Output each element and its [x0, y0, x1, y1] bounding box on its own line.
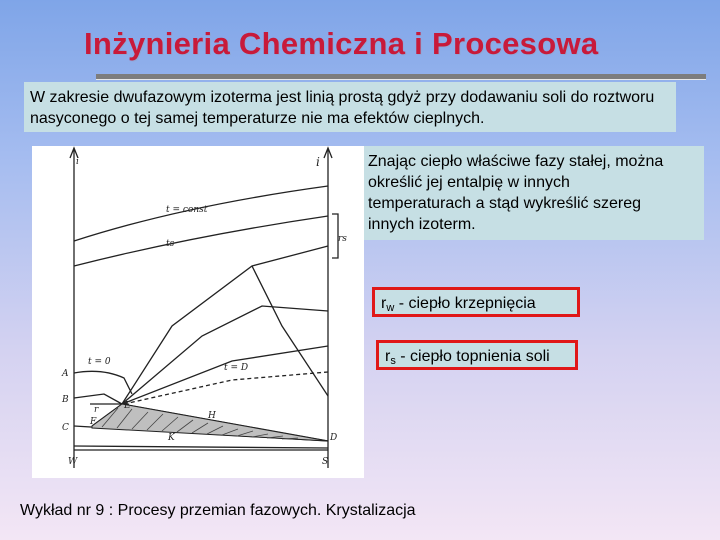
label-t0: t = 0: [88, 357, 111, 367]
specific-heat-note: Znając ciepło właściwe fazy stałej, można określić jej entalpię w innych temperaturach a stąd wykreślić szereg innych izoterm.: [364, 146, 704, 240]
rs-text: - ciepło topnienia soli: [395, 348, 550, 365]
label-K: K: [168, 433, 175, 443]
label-D: D: [330, 433, 338, 443]
rw-definition-box: [372, 287, 580, 317]
label-ts: ts: [166, 239, 175, 249]
left-axis-label: i: [76, 157, 79, 167]
line-B-E: [74, 394, 122, 404]
label-C: C: [62, 423, 69, 433]
line-W-S: [74, 446, 328, 448]
rs-subscript: s: [390, 355, 396, 367]
isotherm-ts: [74, 216, 328, 266]
title-divider: [96, 74, 706, 80]
label-rs: rs: [338, 234, 347, 244]
enthalpy-diagram-svg: [32, 146, 364, 478]
right-axis-label: i: [316, 155, 320, 169]
rs-definition-box: [376, 340, 578, 370]
rw-text: - ciepło krzepnięcia: [394, 295, 536, 312]
label-E: E: [124, 401, 131, 411]
rs-symbol: r: [385, 348, 391, 365]
enthalpy-diagram: [32, 146, 364, 478]
isotherm-t0: [74, 371, 132, 394]
label-A: A: [62, 369, 69, 379]
label-B: B: [62, 395, 69, 405]
rw-symbol: r: [381, 295, 387, 312]
isotherm-line-4: [252, 266, 328, 396]
label-W: W: [68, 457, 78, 467]
rw-subscript: w: [386, 302, 395, 314]
slide-title: Inżynieria Chemiczna i Procesowa: [84, 26, 599, 61]
label-tD: t = D: [224, 363, 249, 373]
label-H: H: [208, 411, 216, 421]
label-F: F: [90, 417, 97, 427]
label-S: S: [322, 457, 329, 467]
lecture-footer: Wykład nr 9 : Procesy przemian fazowych. Krystalizacja: [20, 502, 416, 519]
label-r: r: [94, 405, 99, 415]
intro-text: W zakresie dwufazowym izoterma jest linią prostą gdyż przy dodawaniu soli do roztworu nasyconego o tej samej temperaturze nie ma efektów cieplnych.: [24, 82, 676, 132]
label-t-const: t = const: [166, 205, 208, 215]
